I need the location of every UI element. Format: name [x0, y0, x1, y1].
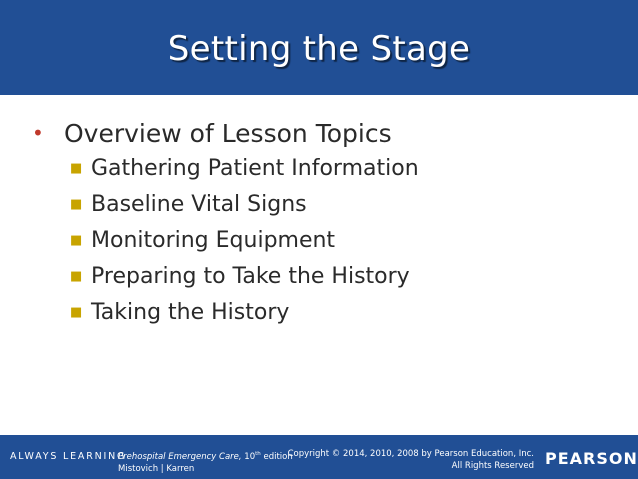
edition-word: edition	[263, 452, 293, 462]
sub-bullet-item	[70, 153, 419, 183]
rights-text: All Rights Reserved	[451, 461, 534, 471]
sub-bullet-text: Taking the History	[91, 299, 290, 325]
book-authors: Mistovich | Karren	[118, 464, 195, 474]
main-bullet-item	[32, 116, 392, 150]
edition-suffix: th	[255, 451, 261, 457]
edition-number: 10	[244, 452, 256, 462]
sub-bullet-text: Gathering Patient Information	[91, 155, 419, 181]
slide-title: Setting the Stage	[167, 29, 471, 69]
sub-bullet-item	[70, 225, 335, 255]
square-bullet-icon: ■	[70, 304, 83, 320]
bullet-dot-icon: •	[32, 121, 44, 145]
square-bullet-icon: ■	[70, 160, 83, 176]
copyright-notice	[288, 448, 534, 472]
main-bullet-text: Overview of Lesson Topics	[64, 118, 392, 148]
sub-bullet-text: Preparing to Take the History	[91, 263, 410, 289]
sub-bullet-item	[70, 261, 410, 291]
pearson-logo: PEARSON	[545, 449, 638, 468]
square-bullet-icon: ■	[70, 232, 83, 248]
footer-bar	[0, 435, 638, 479]
book-title: Prehospital Emergency Care,	[118, 452, 242, 462]
sub-bullet-item	[70, 189, 307, 219]
sub-bullet-item	[70, 297, 289, 327]
title-bar	[0, 0, 638, 95]
sub-bullet-text: Monitoring Equipment	[91, 227, 336, 253]
book-citation	[118, 448, 293, 475]
footer-tagline: ALWAYS LEARNING	[10, 451, 127, 462]
square-bullet-icon: ■	[70, 196, 83, 212]
copyright-text: Copyright © 2014, 2010, 2008 by Pearson Education, Inc.	[287, 449, 534, 459]
square-bullet-icon: ■	[70, 268, 83, 284]
sub-bullet-text: Baseline Vital Signs	[91, 191, 307, 217]
